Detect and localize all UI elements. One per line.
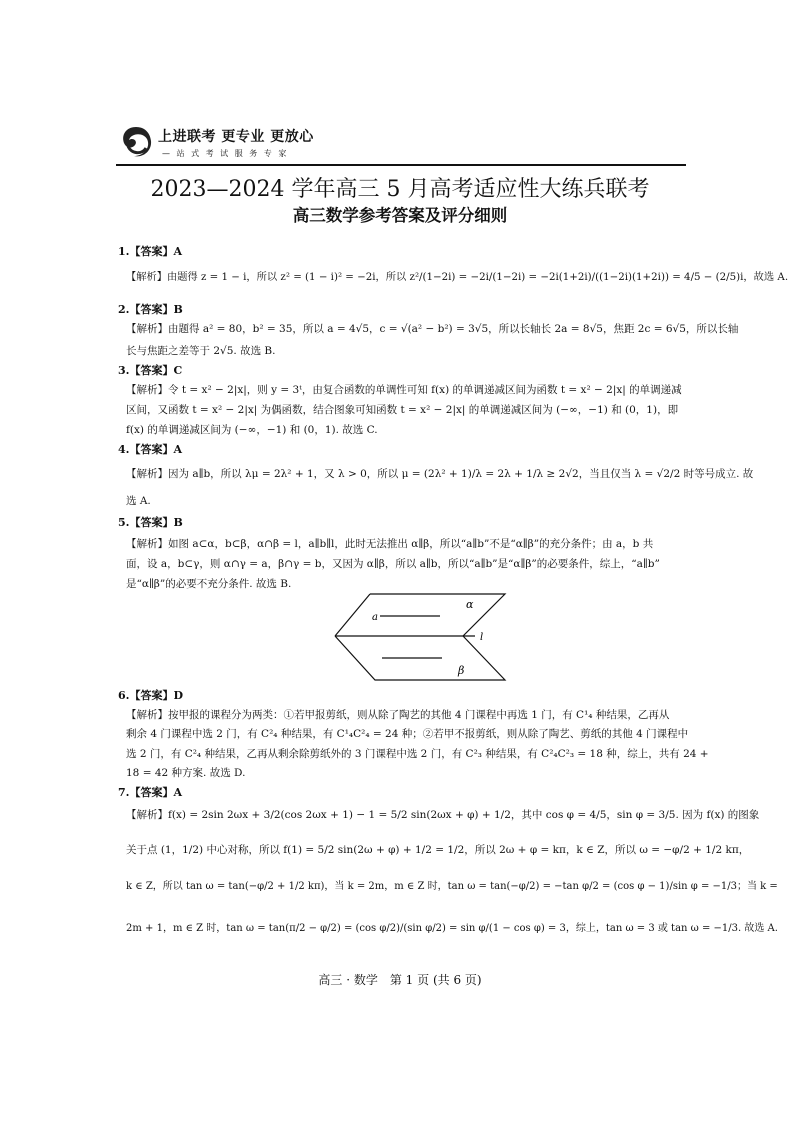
q1-answer: 1.【答案】A xyxy=(118,245,183,258)
q4-answer: 4.【答案】A xyxy=(118,443,183,456)
q6-line-2: 剩余 4 门课程中选 2 门，有 C²₄ 种结果，有 C¹₄C²₄ = 24 种；②若甲不报剪纸，则从除了陶艺、剪纸的其他 4 门课程中 xyxy=(126,728,689,740)
label-beta: β xyxy=(458,664,465,677)
label-a: a xyxy=(372,612,378,623)
logo-icon xyxy=(118,124,154,160)
page-footer: 高三 · 数学 第 1 页 (共 6 页) xyxy=(318,973,482,987)
page-title: 2023—2024 学年高三 5 月高考适应性大练兵联考 xyxy=(150,177,650,202)
q3-line-1: 【解析】令 t = x² − 2|x|，则 y = 3ᵗ，由复合函数的单调性可知 f(x) 的单调递减区间为函数 t = x² − 2|x| 的单调递减 xyxy=(126,384,682,396)
planes-figure xyxy=(330,592,510,684)
q3-line-3: f(x) 的单调递减区间为 (−∞，−1) 和 (0，1). 故选 C. xyxy=(126,424,378,436)
q6-line-4: 18 = 42 种方案. 故选 D. xyxy=(126,767,246,779)
q3-line-2: 区间，又函数 t = x² − 2|x| 为偶函数，结合图象可知函数 t = x² − 2|x| 的单调递减区间为 (−∞，−1) 和 (0，1)，即 xyxy=(126,404,679,416)
q3-answer: 3.【答案】C xyxy=(118,364,183,377)
q2-answer: 2.【答案】B xyxy=(118,303,183,316)
q5-answer: 5.【答案】B xyxy=(118,516,183,529)
q6-line-3: 选 2 门，有 C²₄ 种结果，乙再从剩余除剪纸外的 3 门课程中选 2 门，有 C²₃ 种结果，有 C²₄C²₃ = 18 种，综上，共有 24 + xyxy=(126,748,709,760)
header-logo xyxy=(118,124,378,164)
label-l: l xyxy=(480,632,484,643)
q5-line-2: 面，设 a，b⊂γ，则 α∩γ = a，β∩γ = b，又因为 α∥β，所以 a∥b，所以“a∥b”是“α∥β”的必要条件，综上，“a∥b” xyxy=(126,558,660,570)
header-divider xyxy=(116,164,686,166)
page-subtitle: 高三数学参考答案及评分细则 xyxy=(292,206,508,225)
q2-line-1: 【解析】由题得 a² = 80，b² = 35，所以 a = 4√5，c = √(a² − b²) = 3√5，所以长轴长 2a = 8√5，焦距 2c = 6√5，所以长轴 xyxy=(126,323,739,335)
q5-line-3: 是“α∥β”的必要不充分条件. 故选 B. xyxy=(126,578,292,590)
q4-line-1: 【解析】因为 a∥b，所以 λμ = 2λ² + 1，又 λ > 0，所以 μ = (2λ² + 1)/λ = 2λ + 1/λ ≥ 2√2，当且仅当 λ = √2/2 时等号成立. 故 xyxy=(126,468,754,480)
plane-alpha-outline xyxy=(370,594,505,636)
q6-line-1: 【解析】按甲报的课程分为两类：①若甲报剪纸，则从除了陶艺的其他 4 门课程中再选 1 门，有 C¹₄ 种结果，乙再从 xyxy=(126,709,670,721)
q2-line-2: 长与焦距之差等于 2√5. 故选 B. xyxy=(126,345,276,357)
q7-line-3: k ∈ Z，所以 tan ω = tan(−φ/2 + 1/2 kπ)，当 k = 2m，m ∈ Z 时，tan ω = tan(−φ/2) = −tan φ/2 = (cos φ − 1)/sin φ = −1/3；当 k = xyxy=(126,881,778,892)
header-slogan: 上进联考 更专业 更放心 xyxy=(158,129,314,145)
header-tagline: — 站 式 考 试 服 务 专 家 xyxy=(162,149,289,158)
q7-line-2: 关于点 (1，1/2) 中心对称，所以 f(1) = 5/2 sin(2ω + φ) + 1/2 = 1/2，所以 2ω + φ = kπ，k ∈ Z，所以 ω = −φ/2 + 1/2 kπ， xyxy=(126,844,750,856)
q7-line-4: 2m + 1，m ∈ Z 时，tan ω = tan(π/2 − φ/2) = (cos φ/2)/(sin φ/2) = sin φ/(1 − cos φ) = 3，综上，tan ω = 3 或 tan ω = −1/3. 故选 A. xyxy=(126,923,778,934)
plane-left-edge xyxy=(335,594,370,636)
q7-line-1: 【解析】f(x) = 2sin 2ωx + 3/2(cos 2ωx + 1) − 1 = 5/2 sin(2ωx + φ) + 1/2，其中 cos φ = 4/5，sin φ = 3/5. 因为 f(x) 的图象 xyxy=(126,809,760,821)
q5-line-1: 【解析】如图 a⊂α，b⊂β，α∩β = l，a∥b∥l，此时无法推出 α∥β，所以“a∥b”不是“α∥β”的充分条件；由 a，b 共 xyxy=(126,538,654,550)
q6-answer: 6.【答案】D xyxy=(118,689,184,702)
q4-line-2: 选 A. xyxy=(126,495,151,507)
q7-answer: 7.【答案】A xyxy=(118,786,183,799)
q1-line-1: 【解析】由题得 z = 1 − i，所以 z² = (1 − i)² = −2i，所以 z²/(1−2i) = −2i/(1−2i) = −2i(1+2i)/((1−2i)(1+2i)) = 4/5 − (2/5)i，故选 A. xyxy=(126,271,789,283)
label-alpha: α xyxy=(466,598,474,611)
